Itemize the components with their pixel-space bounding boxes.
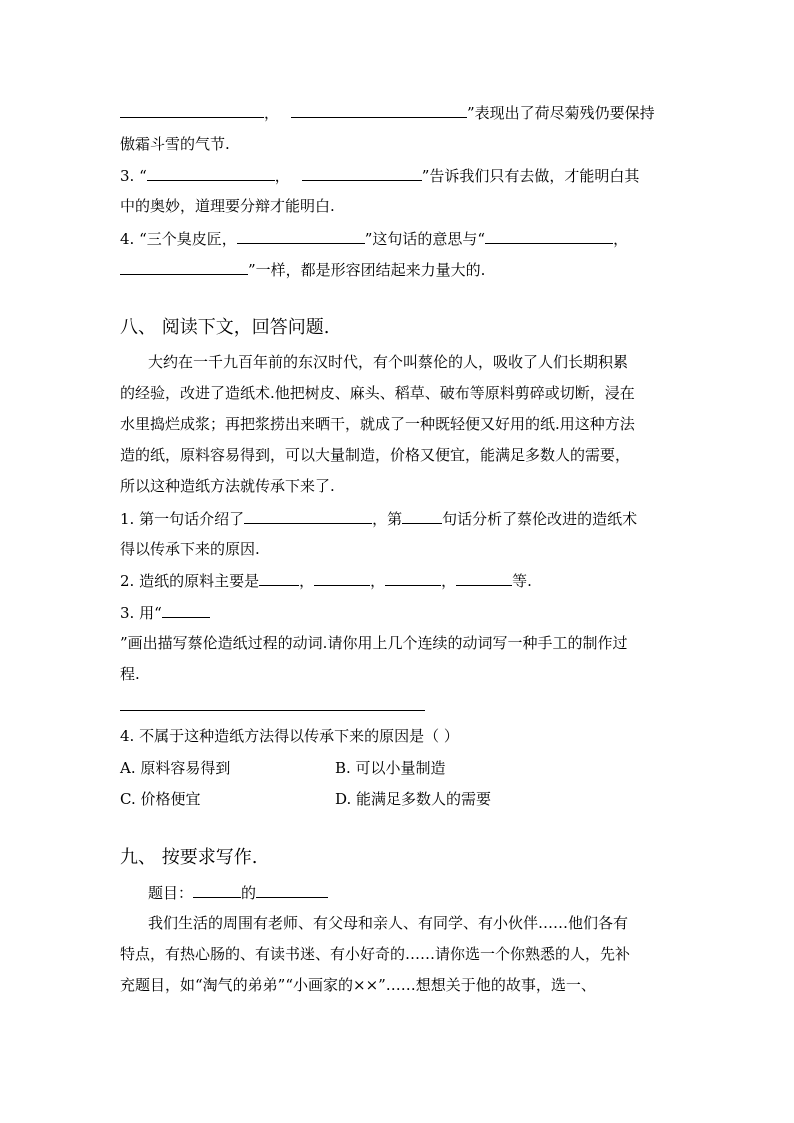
option-a[interactable]: A. 原料容易得到 (120, 759, 231, 777)
question-4 (120, 228, 628, 249)
question-text: ，第 (372, 510, 403, 528)
question-text: 2. 造纸的原料主要是 (120, 572, 260, 590)
passage-line: 造的纸，原料容易得到，可以大量制造，价格又便宜，能满足多数人的需要， (120, 446, 631, 464)
answer-blank[interactable] (193, 882, 241, 898)
title-text: 的 (241, 884, 257, 902)
comma: ， (370, 572, 386, 590)
prompt-line: 充题目，如“淘气的弟弟”“小画家的××”……想想关于他的故事，选一、 (120, 976, 596, 994)
question-text: ”告诉我们只有去做，才能明白其 (421, 167, 640, 185)
question-text: ”画出描写蔡伦造纸过程的动词.请你用上几个连续的动词写一种手工的制作过 (120, 634, 628, 652)
comma: ， (274, 167, 290, 185)
comma: ， (264, 104, 280, 122)
answer-blank[interactable] (291, 102, 467, 118)
passage-line: 的经验，改进了造纸术.他把树皮、麻头、稻草、破布等原料剪碎或切断，浸在 (120, 384, 635, 402)
question-2 (120, 570, 532, 591)
answer-blank[interactable] (237, 228, 365, 244)
comma: ， (441, 572, 457, 590)
option-b[interactable]: B. 可以小量制造 (335, 759, 446, 777)
answer-blank[interactable] (120, 102, 264, 118)
option-d[interactable]: D. 能满足多数人的需要 (335, 790, 492, 808)
question-3 (120, 165, 639, 186)
answer-blank[interactable] (314, 570, 370, 586)
answer-blank[interactable] (402, 508, 442, 524)
comma: ， (613, 230, 629, 248)
answer-blank[interactable] (302, 165, 422, 181)
answer-blank[interactable] (162, 602, 210, 618)
question-text: 得以传承下来的原因. (120, 540, 260, 558)
question-1 (120, 508, 637, 529)
question-text: 3. 用“ (120, 604, 162, 622)
essay-title-line (148, 882, 328, 903)
title-label: 题目： (148, 884, 194, 902)
prompt-line: 特点，有热心肠的、有读书迷、有小好奇的……请你选一个你熟悉的人，先补 (120, 945, 631, 963)
question-text: 等. (512, 572, 532, 590)
section-heading: 九、 按要求写作. (120, 847, 258, 868)
answer-blank[interactable] (456, 570, 512, 586)
answer-blank[interactable] (256, 882, 328, 898)
question-text: 4. “三个臭皮匠， (120, 230, 237, 248)
question-text: 句话分析了蔡伦改进的造纸术 (442, 510, 638, 528)
question-4: 4. 不属于这种造纸方法得以传承下来的原因是（ ） (120, 727, 459, 745)
question-text: 中的奥妙，道理要分辩才能明白. (120, 197, 335, 215)
comma: ， (299, 572, 315, 590)
section-heading: 八、 阅读下文，回答问题. (120, 317, 330, 338)
fill-line-1 (120, 102, 655, 123)
prompt-line: 我们生活的周围有老师、有父母和亲人、有同学、有小伙伴……他们各有 (148, 914, 629, 932)
passage-line: 所以这种造纸方法就传承下来了. (120, 477, 335, 495)
answer-blank[interactable] (147, 165, 275, 181)
answer-blank[interactable] (120, 259, 248, 275)
answer-line[interactable] (120, 710, 425, 711)
question-text: 程. (120, 665, 140, 683)
question-4-line2 (120, 259, 485, 280)
answer-blank[interactable] (485, 228, 613, 244)
passage-line: 大约在一千九百年前的东汉时代，有个叫蔡伦的人，吸收了人们长期积累 (148, 353, 629, 371)
question-text: ”一样，都是形容团结起来力量大的. (248, 261, 486, 279)
question-3 (120, 602, 210, 623)
question-number: 3. “ (120, 167, 147, 185)
question-text: 1. 第一句话介绍了 (120, 510, 245, 528)
answer-blank[interactable] (385, 570, 441, 586)
question-text: ”表现出了荷尽菊残仍要保持 (467, 104, 655, 122)
option-c[interactable]: C. 价格便宜 (120, 790, 201, 808)
question-text: 傲霜斗雪的气节. (120, 135, 230, 153)
answer-blank[interactable] (259, 570, 299, 586)
question-text: ”这句话的意思与“ (364, 230, 486, 248)
answer-blank[interactable] (244, 508, 372, 524)
passage-line: 水里捣烂成浆；再把浆捞出来晒干，就成了一种既轻便又好用的纸.用这种方法 (120, 415, 635, 433)
